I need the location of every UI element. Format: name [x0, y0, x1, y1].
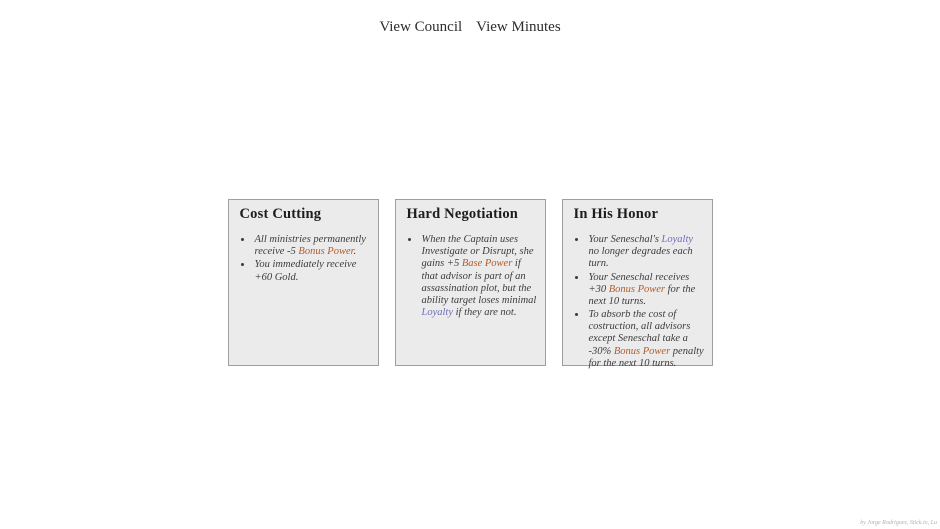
- keyword-bonus-power: Bonus Power: [608, 283, 666, 295]
- text-segment: if they are not.: [453, 307, 517, 319]
- card-bullets: [240, 234, 371, 284]
- text-segment: You immediately receive +60 Gold.: [254, 259, 357, 283]
- bullet-item: [253, 234, 371, 258]
- credit-text: by Jorge Rodriguez, Stick.io, Lu: [860, 520, 937, 526]
- credit-line: [860, 520, 937, 526]
- keyword-loyalty: Loyalty: [661, 234, 694, 245]
- keyword-bonus-power: Bonus Power: [613, 345, 671, 357]
- text-segment: for the next 10 turns.: [588, 283, 696, 307]
- keyword-loyalty: Loyalty: [421, 307, 453, 319]
- card-bullets: [574, 234, 705, 370]
- bullet-item: [587, 234, 705, 271]
- text-segment: To absorb the cost of costruction, all advisors except Seneschal take a -30%: [588, 309, 691, 357]
- text-segment: penalty for the next 10 turns.: [588, 345, 704, 369]
- card-bullets: [407, 234, 538, 319]
- card-in-his-honor[interactable]: [562, 199, 713, 369]
- text-segment: When the Captain uses Investigate or Disrupt, she gains +5: [421, 234, 534, 270]
- keyword-base-power: Base Power: [461, 258, 513, 270]
- event-cards-row: [0, 199, 940, 369]
- bullet-item: [587, 272, 705, 309]
- text-segment: .: [353, 246, 357, 258]
- text-segment: no longer degrades each turn.: [588, 246, 693, 270]
- card-hard-negotiation[interactable]: [395, 199, 546, 366]
- view-council-link[interactable]: View Council: [379, 19, 463, 35]
- top-nav: [0, 18, 940, 36]
- text-segment: Your Seneschal's: [588, 234, 662, 245]
- card-title: Hard Negotiation: [406, 206, 519, 222]
- card-cost-cutting[interactable]: [228, 199, 379, 366]
- view-minutes-link[interactable]: View Minutes: [476, 19, 561, 35]
- text-segment: All ministries permanently receive -5: [254, 234, 366, 258]
- text-segment: Your Seneschal receives +30: [588, 271, 690, 295]
- bullet-item: [587, 309, 705, 370]
- card-title: Cost Cutting: [239, 206, 322, 222]
- bullet-item: [420, 234, 538, 319]
- text-segment: if that advisor is part of an assassination plot, but the ability target loses minimal: [421, 258, 537, 306]
- card-title: In His Honor: [573, 206, 659, 222]
- keyword-bonus-power: Bonus Power: [298, 246, 354, 258]
- bullet-item: [253, 259, 371, 283]
